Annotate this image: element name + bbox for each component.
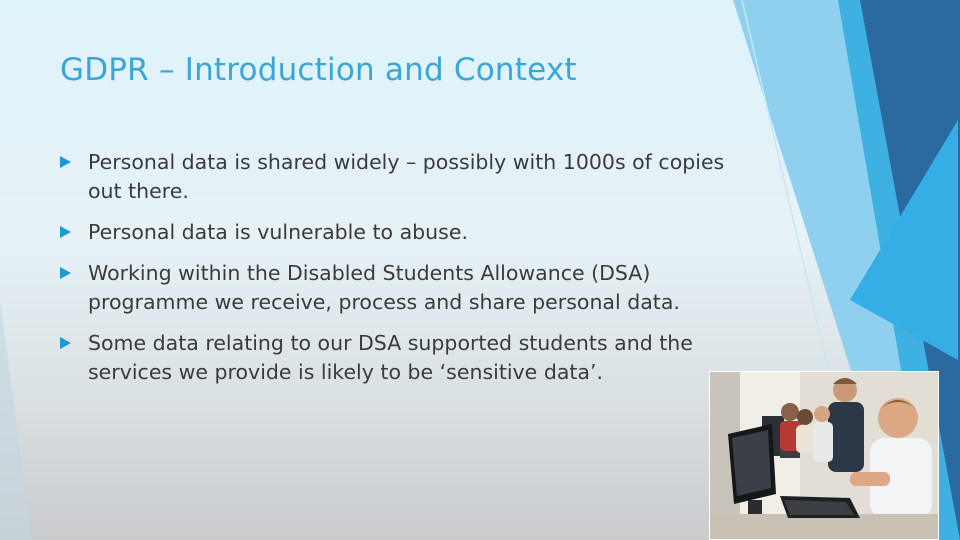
triangle-bullet-icon	[60, 267, 71, 279]
bullet-text: Personal data is vulnerable to abuse.	[88, 220, 468, 244]
bullet-item	[60, 148, 760, 206]
students-at-computers-photo	[709, 371, 939, 540]
triangle-bullet-icon	[60, 156, 71, 168]
bullet-text: Working within the Disabled Students Allowance (DSA) programme we receive, process and share personal data.	[88, 261, 680, 314]
bullet-item	[60, 259, 760, 317]
bullet-text: Some data relating to our DSA supported students and the services we provide is likely to be ‘sensitive data’.	[88, 331, 693, 384]
bullet-item	[60, 218, 760, 247]
slide-title: GDPR – Introduction and Context	[60, 52, 577, 88]
bullet-item	[60, 329, 760, 387]
bullet-list	[60, 148, 760, 399]
triangle-bullet-icon	[60, 226, 71, 238]
bullet-text: Personal data is shared widely – possibly with 1000s of copies out there.	[88, 150, 725, 203]
photo-illustration	[710, 372, 939, 540]
triangle-bullet-icon	[60, 337, 71, 349]
left-accent-shape	[0, 300, 32, 540]
